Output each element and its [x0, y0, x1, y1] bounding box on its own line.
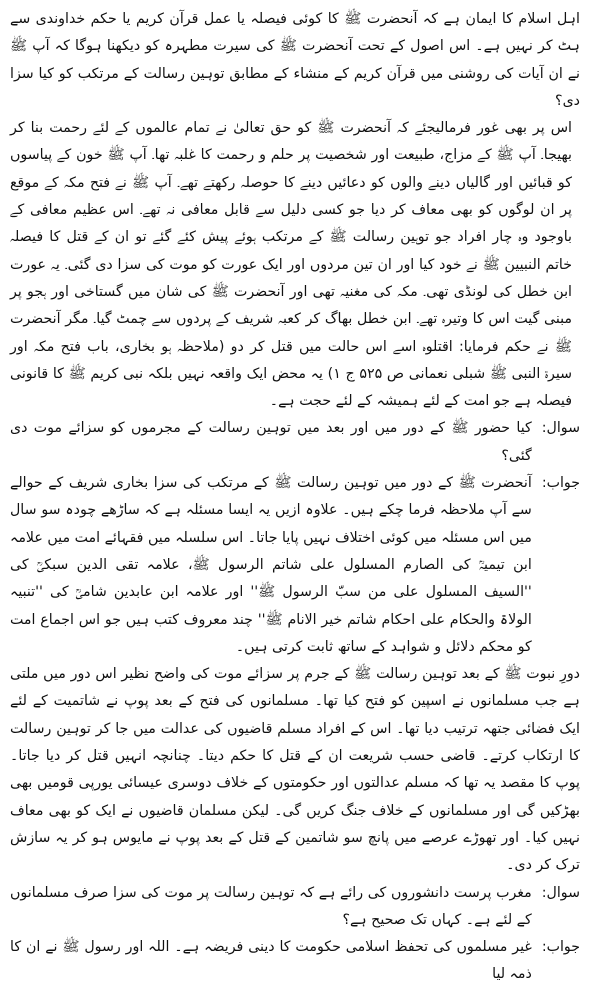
answer-label: جواب: — [541, 939, 580, 956]
answer-text: آنحضرت ﷺ کے دور میں توہین رسالت ﷺ کے مرتکب کی سزا بخاری شریف کے حوالے سے آپ ملاحظہ فرما چکے ہیں۔ علاوہ ازیں یہ ایسا مسئلہ ہے کہ ساڑھے چودہ سو سال میں اس مسئلہ میں کوئی اختلاف نہیں پایا جاتا۔ اس سلسلہ میں فقہائے امت میں علامہ ابن تیمیہؒ کی الصارم المسلول علی شاتم الرسول ﷺ، علامہ تقی الدین سبکیؒ کی ''السیف المسلول علی من سبّ الرسول ﷺ'' اور علامہ ابن عابدین شامیؒ کی ''تنبیہ الولاۃ والحکام علی احکام شاتم خیر الانام ﷺ'' چند معروف کتب ہیں جو اس اجماع امت کو محکم دلائل و شواہد کے ساتھ ثابت کرتی ہیں۔ — [10, 475, 532, 655]
answer-text: غیر مسلموں کی تحفظ اسلامی حکومت کا دینی فریضہ ہے۔ اللہ اور رسول ﷺ نے ان کا ذمہ لیا — [10, 939, 532, 983]
answer-2 — [10, 934, 580, 989]
paragraph-spain: دورِ نبوت ﷺ کے بعد توہین رسالت ﷺ کے جرم پر سزائے موت کی واضح نظیر اس دور میں ملتی ہے جب مسلمانوں نے اسپین کو فتح کیا تھا۔ مسلمانوں کی فتح کے بعد پوپ نے شاتمیت کے لئے ایک فضائی جتھہ ترتیب دیا تھا۔ اس کے افراد مسلم قاضیوں کی عدالت میں جا کر توہین رسالت کا ارتکاب کرتے۔ قاضی حسب شریعت ان کے قتل کا حکم دیتا۔ چنانچہ انہیں قتل کر دیا جاتا۔ پوپ کا مقصد یہ تھا کہ مسلم عدالتوں اور حکومتوں کے خلاف دوسری عیسائی یورپی قومیں بھی بھڑکیں گی اور مسلمانوں کے خلاف جنگ کریں گی۔ لیکن مسلمان قاضیوں نے ایک کو بھی معاف نہیں کیا۔ اور تھوڑے عرصے میں پانچ سو شاتمین کے قتل کے بعد پوپ نے مایوس ہو کر یہ سازش ترک کر دی۔ — [10, 666, 580, 874]
question-2 — [10, 880, 580, 935]
question-label: سوال: — [541, 884, 580, 901]
question-text: مغرب پرست دانشوروں کی رائے ہے کہ توہین رسالت پر موت کی سزا صرف مسلمانوں کے لئے ہے۔ کہاں تک صحیح ہے؟ — [10, 884, 532, 928]
paragraph-mercy: اس پر بھی غور فرمالیجئے کہ آنحضرت ﷺ کو حق تعالیٰ نے تمام عالموں کے لئے رحمت بنا کر بھیجا۔ آپ ﷺ کے مزاج، طبیعت اور شخصیت پر حلم و رحمت کا غلبہ تھا۔ آپ ﷺ خون کے پیاسوں کو قبائیں اور گالیاں دینے والوں کو دعائیں دینے کا حوصلہ رکھتے تھے۔ آپ ﷺ نے فتح مکہ کے موقع پر ان لوگوں کو بھی معاف کر دیا جو کسی دلیل سے قابل معافی نہ تھے۔ اس عظیم معافی کے باوجود وہ چار افراد جو توہین رسالت ﷺ کے مرتکب ہوئے پیش کئے گئے تو ان کے قتل کا فیصلہ خاتم النبیین ﷺ نے خود کیا اور ان تین مردوں اور ایک عورت کو موت کی سزا دی گئی۔ یہ عورت ابن خطل کی لونڈی تھی۔ مکہ کی مغنیہ تھی اور آنحضرت ﷺ کی شان میں گستاخی اور ہجو پر مبنی گیت اس کا وتیرہ تھے۔ ابن خطل بھاگ کر کعبہ شریف کے پردوں سے چمٹ گیا۔ مگر آنحضرت ﷺ نے حکم فرمایا: اقتلوہ اسے اس حالت میں قتل کر دو (ملاحظہ ہو بخاری، باب فتح مکہ اور سیرۃ النبی ﷺ شبلی نعمانی ص ۵۲۵ ج ۱) یہ محض ایک واقعہ نہیں بلکہ نبی کریم ﷺ کا قانونی فیصلہ ہے جو امت کے لئے ہمیشہ کے لئے حجت ہے۔ — [10, 120, 573, 410]
urdu-text-body — [10, 6, 580, 989]
answer-1 — [10, 470, 580, 661]
answer-label: جواب: — [541, 475, 580, 492]
question-text: کیا حضور ﷺ کے دور میں اور بعد میں توہین رسالت کے مجرموں کو سزائے موت دی گئی؟ — [10, 420, 532, 464]
question-1 — [10, 415, 580, 470]
paragraph-intro: اہل اسلام کا ایمان ہے کہ آنحضرت ﷺ کا کوئی فیصلہ یا عمل قرآن کریم یا حکم خداوندی سے ہٹ کر نہیں ہے۔ اس اصول کے تحت آنحضرت ﷺ کی سیرت مطہرہ کو دیکھنا ہوگا کہ آپ ﷺ نے ان آیات کی روشنی میں قرآن کریم کے منشاء کے مطابق توہین رسالت کے مرتکب کو کیا سزا دی؟ — [10, 11, 580, 109]
question-label: سوال: — [541, 420, 580, 437]
